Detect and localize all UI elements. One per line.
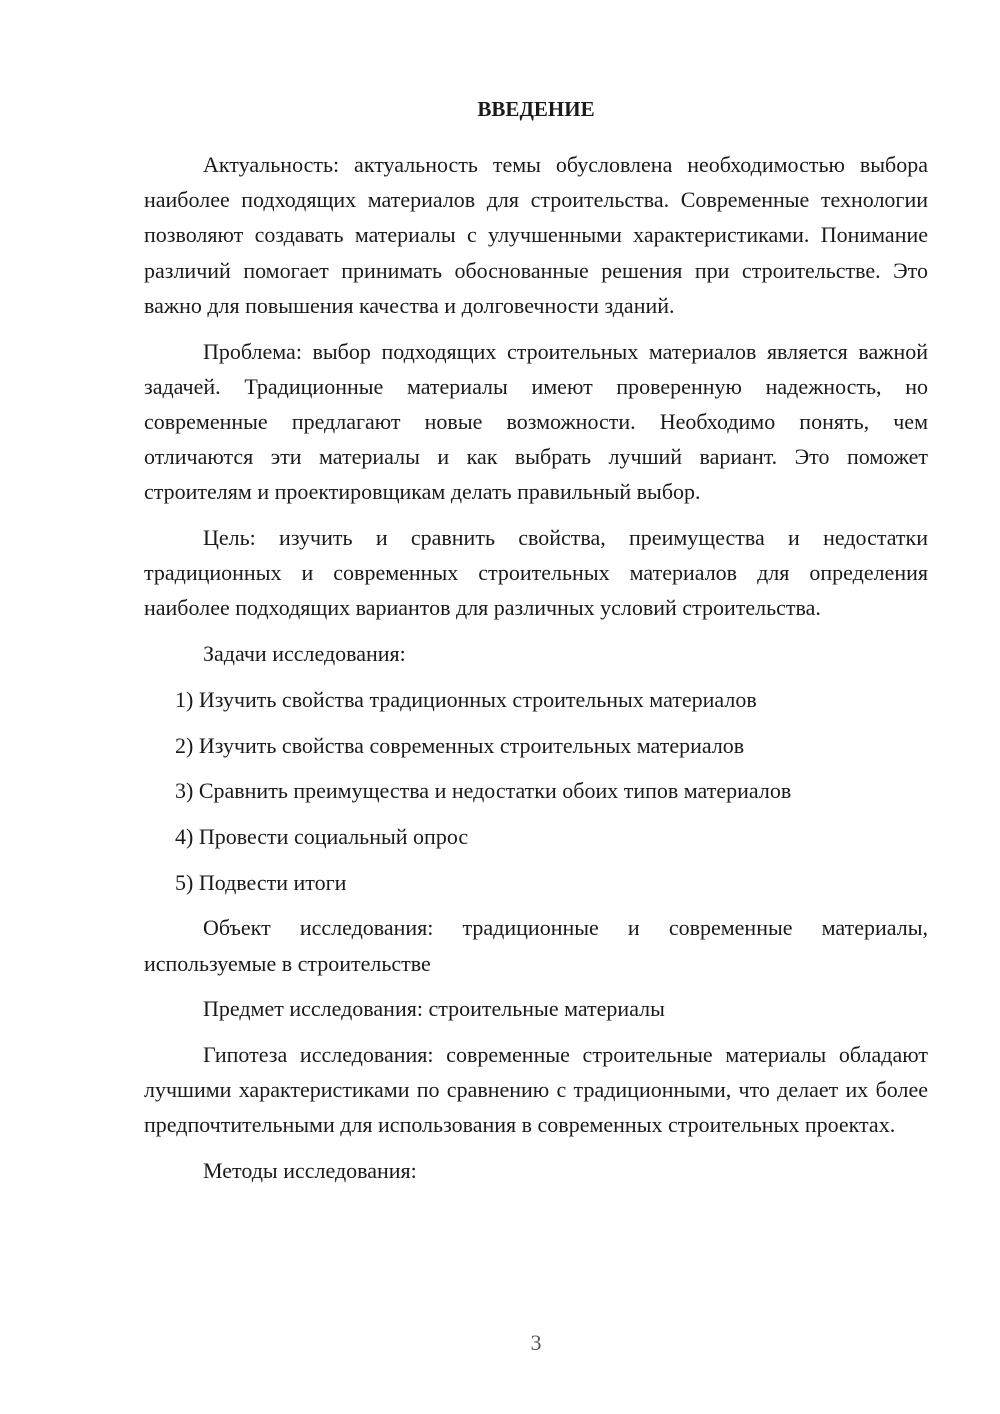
paragraph-object: Объект исследования: традиционные и современные материалы, используемые в строительстве [144, 915, 928, 976]
document-body [144, 92, 928, 1199]
paragraph-problem: Проблема: выбор подходящих строительных материалов является важной задачей. Традиционные материалы имеют проверенную надежность, но современные предлагают новые возможности. Необходимо понять, чем отличаются эти материалы и как выбрать лучший вариант. Это поможет строителям и проектировщикам делать правильный выбор. [144, 338, 928, 505]
task-item-2: 2) Изучить свойства современных строительных материалов [175, 732, 745, 758]
paragraph-hypothesis: Гипотеза исследования: современные строительные материалы обладают лучшими характеристиками по сравнению с традиционными, что делает их более предпочтительными для использования в современных строительных проектах. [144, 1041, 928, 1138]
task-item-5: 5) Подвести итоги [175, 869, 347, 895]
tasks-heading: Задачи исследования: [203, 641, 406, 667]
paragraph-goal: Цель: изучить и сравнить свойства, преимущества и недостатки традиционных и современных строительных материалов для определения наиболее подходящих вариантов для различных условий строительства. [144, 525, 928, 621]
paragraph-subject: Предмет исследования: строительные материалы [203, 996, 665, 1022]
page-number: 3 [530, 1330, 542, 1355]
task-item-4: 4) Провести социальный опрос [175, 823, 469, 849]
page-title: ВВЕДЕНИЕ [477, 97, 595, 121]
paragraph-relevance: Актуальность: актуальность темы обусловлена необходимостью выбора наиболее подходящих материалов для строительства. Современные технологии позволяют создавать материалы с улучшенными характеристиками. Понимание различий помогает принимать обоснованные решения при строительстве. Это важно для повышения качества и долговечности зданий. [144, 152, 928, 318]
task-item-1: 1) Изучить свойства традиционных строительных материалов [175, 686, 757, 712]
methods-heading: Методы исследования: [203, 1158, 417, 1184]
task-item-3: 3) Сравнить преимущества и недостатки обоих типов материалов [175, 778, 792, 804]
